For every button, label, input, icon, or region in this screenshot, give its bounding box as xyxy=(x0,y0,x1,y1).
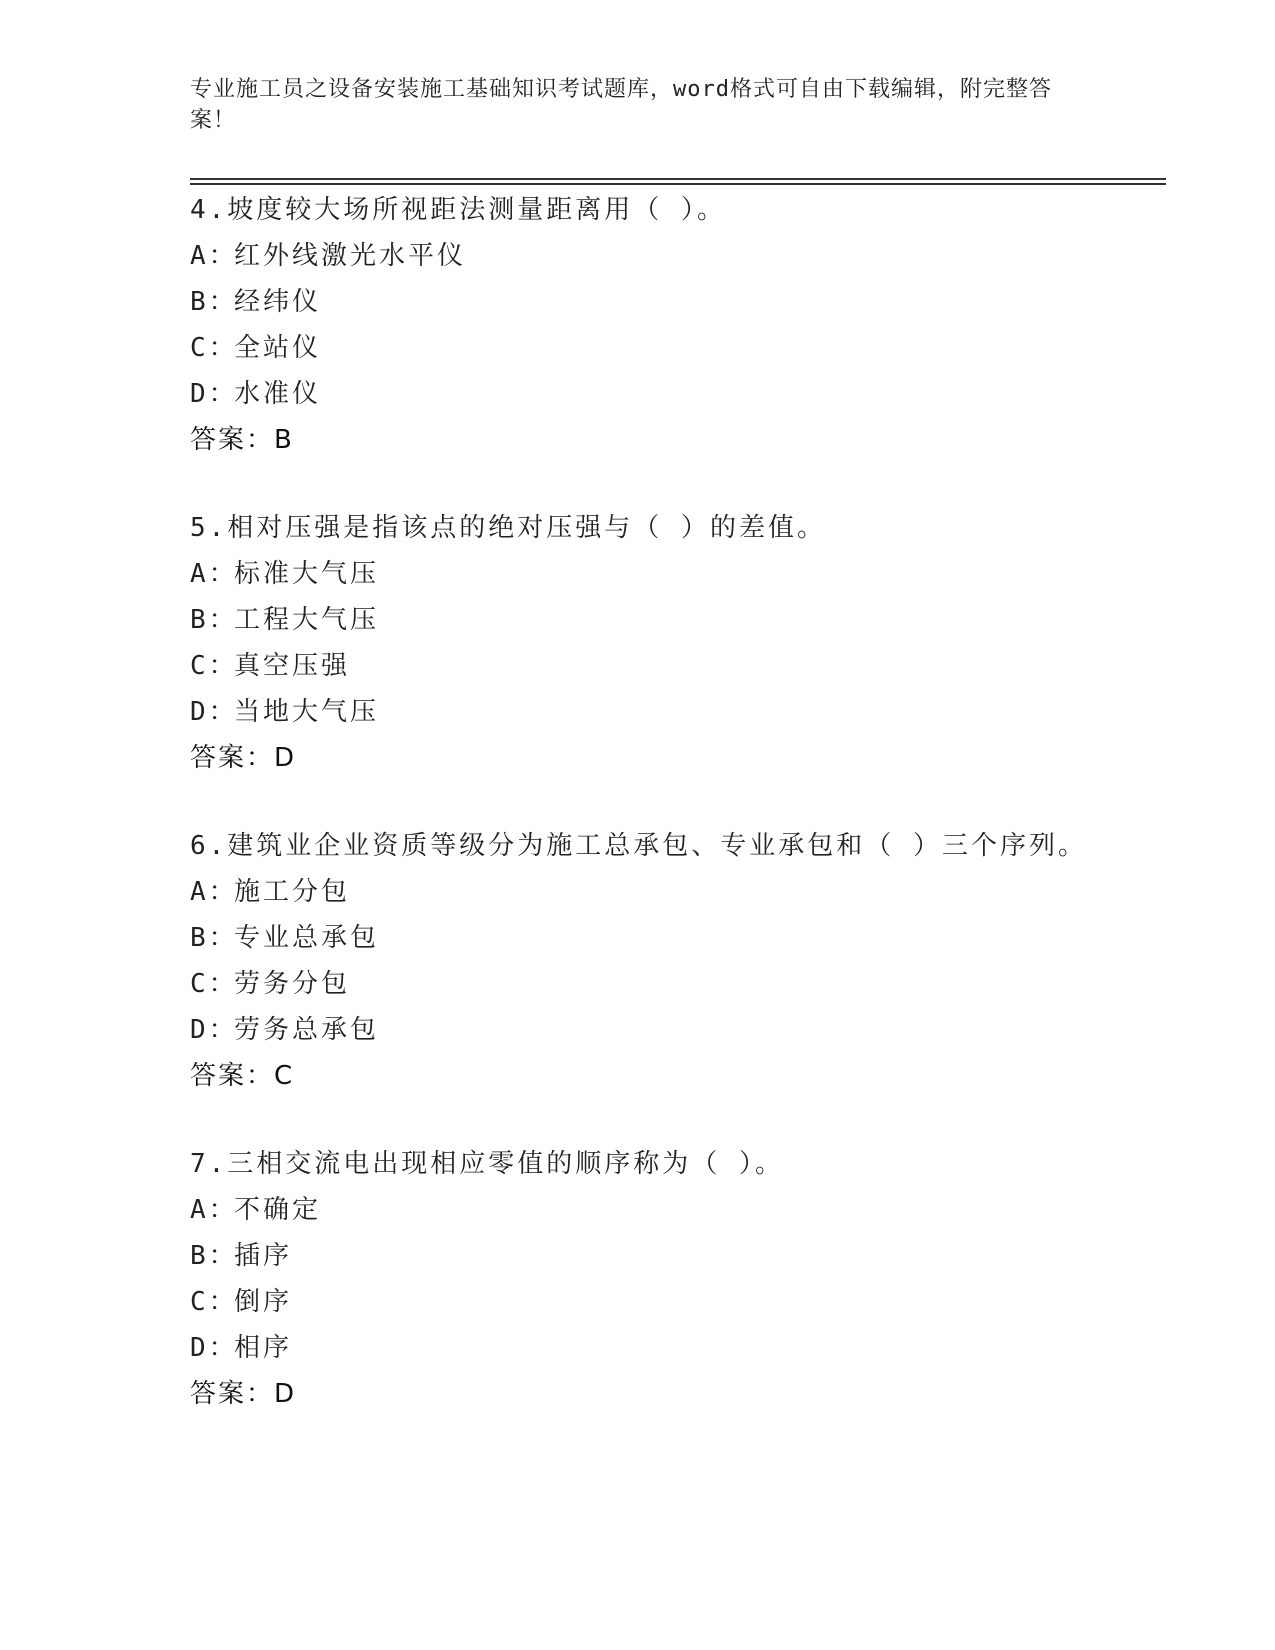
option-text: 标准大气压 xyxy=(234,559,380,589)
option-d xyxy=(190,1007,1170,1053)
option-key: A： xyxy=(190,1195,238,1225)
option-text: 倒序 xyxy=(234,1287,293,1317)
option-c xyxy=(190,325,1170,371)
option-text: 劳务总承包 xyxy=(234,1015,380,1045)
option-key: C： xyxy=(190,1287,238,1317)
option-key: D： xyxy=(190,1015,238,1045)
option-key: D： xyxy=(190,1333,238,1363)
option-a xyxy=(190,551,1170,597)
option-b xyxy=(190,597,1170,643)
option-text: 工程大气压 xyxy=(234,605,380,635)
option-key: A： xyxy=(190,241,238,271)
document-header: 专业施工员之设备安装施工基础知识考试题库，word格式可自由下载编辑，附完整答案！ xyxy=(190,77,1052,133)
question-block xyxy=(190,505,1170,781)
option-b xyxy=(190,915,1170,961)
option-key: C： xyxy=(190,969,238,999)
answer-line: 答案：C xyxy=(190,1061,295,1091)
answer-line: 答案：B xyxy=(190,425,294,455)
option-key: C： xyxy=(190,651,238,681)
option-a xyxy=(190,1187,1170,1233)
option-text: 当地大气压 xyxy=(234,697,380,727)
option-a xyxy=(190,869,1170,915)
answer-line: 答案：D xyxy=(190,743,297,773)
question-stem: 6.建筑业企业资质等级分为施工总承包、专业承包和（ ）三个序列。 xyxy=(190,831,1087,861)
header-divider-top xyxy=(190,178,1166,180)
option-text: 水准仪 xyxy=(234,379,322,409)
option-b xyxy=(190,279,1170,325)
option-key: A： xyxy=(190,559,238,589)
option-d xyxy=(190,371,1170,417)
option-b xyxy=(190,1233,1170,1279)
option-key: B： xyxy=(190,287,238,317)
option-text: 相序 xyxy=(234,1333,293,1363)
option-key: D： xyxy=(190,697,238,727)
option-text: 不确定 xyxy=(234,1195,322,1225)
option-c xyxy=(190,1279,1170,1325)
option-key: D： xyxy=(190,379,238,409)
option-key: B： xyxy=(190,923,238,953)
option-text: 专业总承包 xyxy=(234,923,380,953)
option-d xyxy=(190,1325,1170,1371)
question-stem: 4.坡度较大场所视距法测量距离用（ ）。 xyxy=(190,195,726,225)
question-block xyxy=(190,187,1170,463)
option-key: B： xyxy=(190,605,238,635)
answer-line: 答案：D xyxy=(190,1379,297,1409)
option-text: 真空压强 xyxy=(234,651,351,681)
option-key: C： xyxy=(190,333,238,363)
option-c xyxy=(190,643,1170,689)
option-text: 经纬仪 xyxy=(234,287,322,317)
question-stem: 5.相对压强是指该点的绝对压强与（ ）的差值。 xyxy=(190,513,826,543)
question-stem: 7.三相交流电出现相应零值的顺序称为（ ）。 xyxy=(190,1149,784,1179)
option-d xyxy=(190,689,1170,735)
option-key: A： xyxy=(190,877,238,907)
option-text: 施工分包 xyxy=(234,877,351,907)
header-divider-bottom xyxy=(190,183,1166,185)
option-text: 全站仪 xyxy=(234,333,322,363)
question-block xyxy=(190,1141,1170,1417)
option-text: 劳务分包 xyxy=(234,969,351,999)
option-c xyxy=(190,961,1170,1007)
option-a xyxy=(190,233,1170,279)
option-text: 插序 xyxy=(234,1241,293,1271)
question-block xyxy=(190,823,1170,1099)
option-key: B： xyxy=(190,1241,238,1271)
option-text: 红外线激光水平仪 xyxy=(234,241,467,271)
